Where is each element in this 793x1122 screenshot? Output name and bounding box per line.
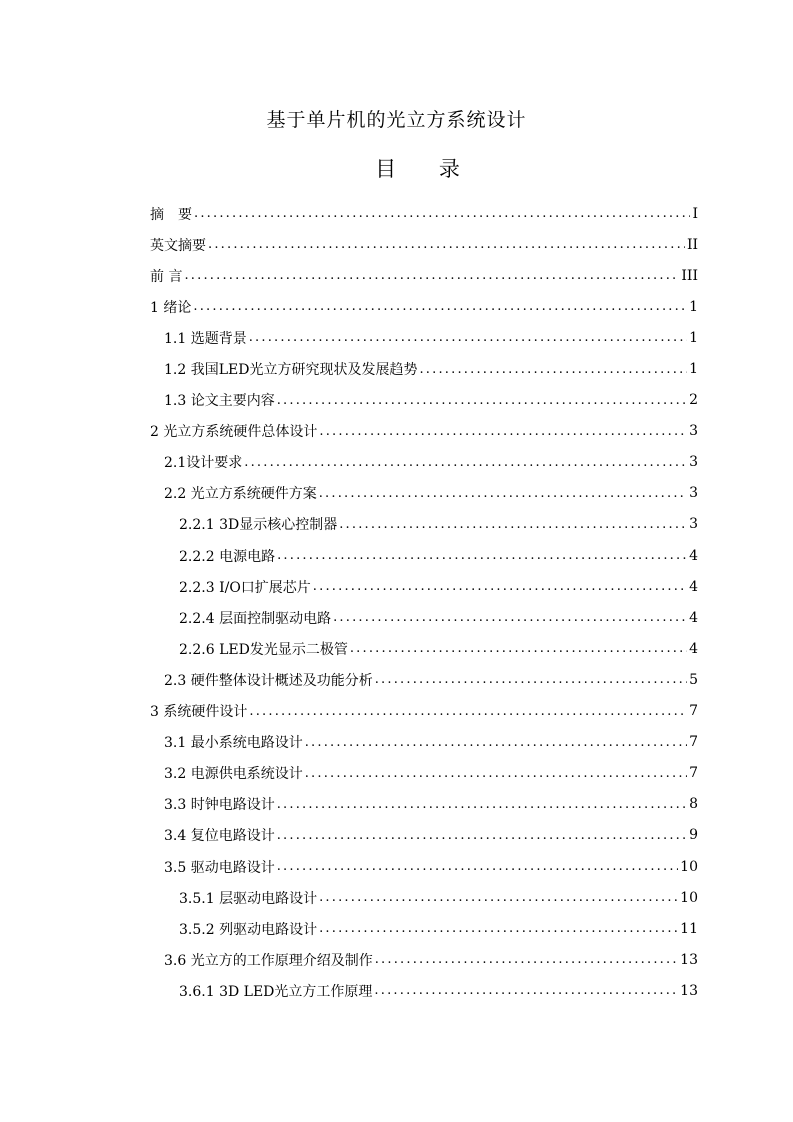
toc-entry-page-number: 4 [689,578,698,595]
toc-entry[interactable] [150,447,698,478]
toc-entry-page-number: III [681,267,698,284]
toc-entry[interactable] [150,944,698,975]
toc-entry-label: 2.2.6 LED发光显示二极管 [179,641,348,658]
toc-heading: 目 录 [375,157,478,181]
toc-entry-label: 摘 要 [150,206,192,223]
toc-dot-leader [249,331,687,344]
toc-entry-label: 英文摘要 [150,237,206,254]
toc-entry[interactable] [150,758,698,789]
toc-dot-leader [374,984,678,997]
toc-entry-label: 3.6.1 3D LED光立方工作原理 [179,983,373,1000]
toc-entry-label: 3.6 光立方的工作原理介绍及制作 [164,952,373,969]
toc-dot-leader [419,363,687,376]
toc-entry-label: 3.1 最小系统电路设计 [164,735,303,752]
toc-entry-label: 3.5.1 层驱动电路设计 [179,890,318,907]
toc-dot-leader [277,549,687,562]
toc-entry-label: 3.3 时钟电路设计 [164,797,275,814]
toc-entry[interactable] [150,229,698,260]
toc-entry[interactable] [150,664,698,695]
toc-dot-leader [350,642,687,655]
document-title: 基于单片机的光立方系统设计 [266,109,527,131]
toc-entry[interactable] [150,416,698,447]
toc-entry[interactable] [150,540,698,571]
toc-dot-leader [319,891,678,904]
toc-entry[interactable] [150,291,698,322]
toc-entry-label: 2.2.3 I/O口扩展芯片 [179,579,311,596]
toc-entry-page-number: 1 [689,298,698,315]
toc-entry[interactable] [150,602,698,633]
toc-entry[interactable] [150,975,698,1006]
toc-dot-leader [193,300,687,313]
toc-entry-page-number: 10 [680,858,698,875]
toc-entry[interactable] [150,696,698,727]
toc-entry-page-number: 3 [689,454,698,471]
toc-entry[interactable] [150,260,698,291]
toc-entry-label: 1.1 选题背景 [164,330,247,347]
toc-dot-leader [305,767,687,780]
toc-entry-page-number: 13 [680,982,698,999]
toc-entry[interactable] [150,851,698,882]
toc-entry-page-number: 4 [689,547,698,564]
toc-entry-label: 3.2 电源供电系统设计 [164,766,303,783]
toc-entry-page-number: 13 [680,951,698,968]
toc-dot-leader [208,238,685,251]
toc-entry-page-number: 9 [689,827,698,844]
toc-entry-label: 2.2.1 3D显示核心控制器 [179,517,338,534]
toc-entry[interactable] [150,571,698,602]
toc-entry-page-number: 5 [689,671,698,688]
toc-entry-page-number: 4 [689,609,698,626]
toc-entry[interactable] [150,820,698,851]
toc-entry-page-number: 1 [689,361,698,378]
toc-entry[interactable] [150,322,698,353]
toc-entry-label: 2.1设计要求 [164,455,243,472]
toc-entry[interactable] [150,385,698,416]
toc-entry-page-number: 7 [689,734,698,751]
toc-entry-label: 2 光立方系统硬件总体设计 [150,424,318,441]
toc-entry-label: 3.5.2 列驱动电路设计 [179,921,318,938]
toc-entry-label: 3.4 复位电路设计 [164,828,275,845]
toc-entry-page-number: 2 [689,392,698,409]
toc-dot-leader [277,798,687,811]
toc-dot-leader [339,518,687,531]
toc-entry[interactable] [150,727,698,758]
toc-dot-leader [277,394,687,407]
toc-dot-leader [249,705,687,718]
toc-entry-label: 3.5 驱动电路设计 [164,859,275,876]
toc-entry-page-number: 4 [689,640,698,657]
toc-dot-leader [333,611,687,624]
toc-entry[interactable] [150,913,698,944]
toc-entry-page-number: 3 [689,423,698,440]
toc-entry-label: 3 系统硬件设计 [150,704,248,721]
toc-dot-leader [319,487,687,500]
toc-entry-page-number: 8 [689,796,698,813]
toc-dot-leader [277,860,678,873]
toc-entry-page-number: 11 [680,920,698,937]
toc-entry[interactable] [150,789,698,820]
toc-entry-label: 2.2.2 电源电路 [179,548,276,565]
toc-dot-leader [277,829,687,842]
toc-entry[interactable] [150,478,698,509]
toc-entry-label: 1.3 论文主要内容 [164,393,275,410]
toc-entry[interactable] [150,353,698,384]
toc-entry-label: 前 言 [150,268,183,285]
toc-entry-label: 2.3 硬件整体设计概述及功能分析 [164,672,373,689]
toc-dot-leader [244,456,687,469]
toc-entry-page-number: 1 [689,329,698,346]
toc-entry-page-number: II [686,236,698,253]
toc-entry-label: 1.2 我国LED光立方研究现状及发展趋势 [164,362,418,379]
toc-entry-page-number: 3 [689,516,698,533]
toc-dot-leader [305,736,687,749]
toc-dot-leader [375,673,687,686]
toc-entry-page-number: 3 [689,485,698,502]
toc-dot-leader [319,922,678,935]
toc-entry-page-number: 7 [689,765,698,782]
toc-entry-label: 2.2.4 层面控制驱动电路 [179,610,332,627]
toc-entry-label: 2.2 光立方系统硬件方案 [164,486,317,503]
toc-entry[interactable] [150,882,698,913]
toc-entry[interactable] [150,198,698,229]
toc-entry-page-number: I [692,205,698,222]
toc-dot-leader [319,425,687,438]
toc-entry-page-number: 10 [680,889,698,906]
toc-entry[interactable] [150,509,698,540]
toc-dot-leader [184,269,679,282]
table-of-contents [150,198,698,1006]
toc-dot-leader [375,953,678,966]
toc-dot-leader [313,580,687,593]
toc-dot-leader [194,207,690,220]
toc-entry-page-number: 7 [689,703,698,720]
toc-entry[interactable] [150,633,698,664]
toc-entry-label: 1 绪论 [150,299,192,316]
